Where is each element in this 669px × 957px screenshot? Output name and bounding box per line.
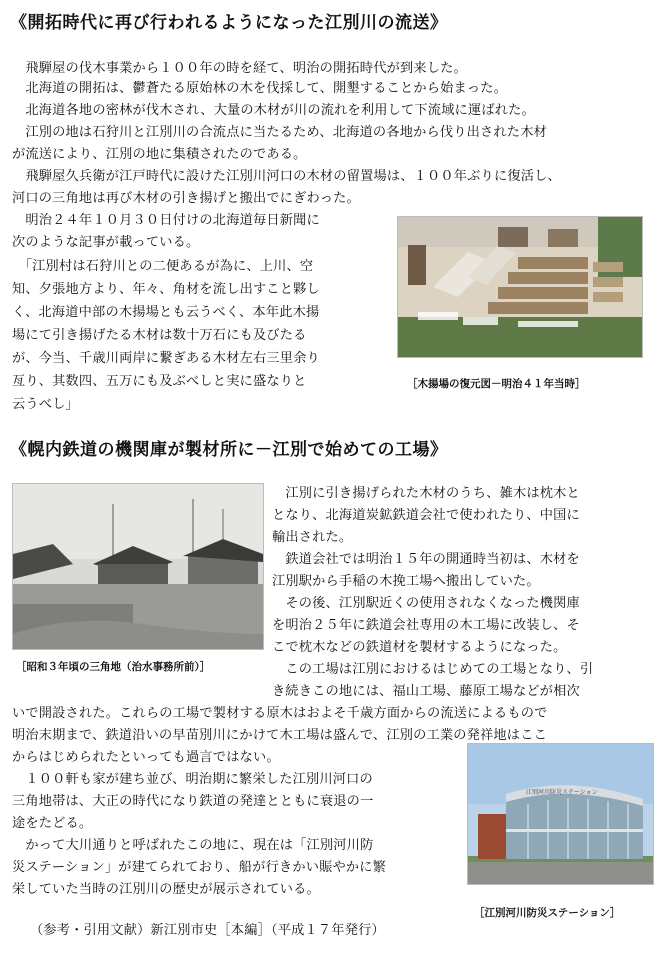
section2-line: 途をたどる。 xyxy=(12,816,93,831)
section1-line: 江別の地は石狩川と江別川の合流点に当たるため、北海道の各地から伐り出された木材 xyxy=(12,125,547,140)
section1-line: 知、夕張地方より、年々、角材を流し出すこと夥し xyxy=(12,282,320,297)
section1-line: 飛騨屋の伐木事業から１００年の時を経て、明治の開拓時代が到来した。 xyxy=(12,61,467,76)
section2-line: 江別駅から手稲の木挽工場へ搬出していた。 xyxy=(272,574,540,589)
station-photo-caption: ［江別河川防災ステーション］ xyxy=(474,907,621,919)
section1-line: 云うべし」 xyxy=(12,397,79,412)
section1-line: 飛騨屋久兵衛が江戸時代に設けた江別川河口の木材の留置場は、１００年ぶりに復活し、 xyxy=(12,169,561,184)
section1-line: 場にて引き揚げたる木材は数十万石にも及びたる xyxy=(12,328,307,343)
section2-line: からはじめられたといっても過言ではない。 xyxy=(12,750,280,765)
section2-line: 災ステーション」が建てられており、船が行きかい賑やかに繁 xyxy=(12,860,387,875)
section2-line: 三角地帯は、大正の時代になり鉄道の発達とともに衰退の一 xyxy=(12,794,374,809)
section2-line: 輸出された。 xyxy=(272,530,353,545)
section1-line: が、今当、千歳川両岸に繋ぎある木材左右三里余り xyxy=(12,351,320,366)
section1-line: 次のような記事が載っている。 xyxy=(12,235,200,250)
section2-line: この工場は江別におけるはじめての工場となり、引 xyxy=(272,662,594,677)
section2-line: となり、北海道炭鉱鉄道会社で使われたり、中国に xyxy=(272,508,580,523)
section1-line: 北海道の開拓は、鬱蒼たる原始林の木を伐採して、開墾することから始まった。 xyxy=(12,81,508,96)
reference-citation: （参考・引用文献）新江別市史［本編］（平成１７年発行） xyxy=(30,923,385,938)
lumber-yard-caption: ［木揚場の復元図－明治４１年当時］ xyxy=(407,378,586,390)
section2-line: かって大川通りと呼ばれたこの地に、現在は「江別河川防 xyxy=(12,838,374,853)
historic-photo-caption: ［昭和３年頃の三角地（治水事務所前）］ xyxy=(16,661,211,673)
section1-line: 河口の三角地は再び木材の引き揚げと搬出でにぎわった。 xyxy=(12,191,360,206)
section1-line: 明治２４年１０月３０日付けの北海道毎日新聞に xyxy=(12,213,320,228)
section2-line: １００軒も家が建ち並び、明治期に繁栄した江別川河口の xyxy=(12,772,373,787)
section1-line: く、北海道中部の木揚場とも云うべく、本年此木揚 xyxy=(12,305,320,320)
section1-title: 《開拓時代に再び行われるようになった江別川の流送》 xyxy=(10,13,448,33)
station-sign-text: 江別河川防災ステーション xyxy=(526,789,598,796)
section2-line: こで枕木などの鉄道材を製材するようになった。 xyxy=(272,640,567,655)
section2-line: 明治末期まで、鉄道沿いの早苗別川にかけて木工場は盛んで、江別の工業の発祥地はここ xyxy=(12,728,547,743)
section2-line: 鉄道会社では明治１５年の開通時当初は、木材を xyxy=(272,552,580,567)
section2-line: いで開設された。これらの工場で製材する原木はおよそ千歳方面からの流送によるもので xyxy=(12,706,548,721)
section2-line: を明治２５年に鉄道会社専用の木工場に改装し、そ xyxy=(272,618,580,633)
section1-line: 亙り、其数四、五万にも及ぶべしと実に盛なりと xyxy=(12,374,307,389)
river-station-photo xyxy=(467,743,654,885)
lumber-yard-diorama-image xyxy=(397,216,643,358)
section2-line: 栄していた当時の江別川の歴史が展示されている。 xyxy=(12,882,320,897)
section2-line: 江別に引き揚げられた木材のうち、雑木は枕木と xyxy=(272,486,580,501)
section1-line: が流送により、江別の地に集積されたのである。 xyxy=(12,147,307,162)
section2-title: 《幌内鉄道の機関庫が製材所に－江別で始めての工場》 xyxy=(10,440,448,460)
triangle-area-historic-photo xyxy=(12,483,264,650)
section2-line: その後、江別駅近くの使用されなくなった機関庫 xyxy=(272,596,580,611)
section1-line: 「江別村は石狩川との二便あるが為に、上川、空 xyxy=(12,259,314,274)
section1-line: 北海道各地の密林が伐木され、大量の木材が川の流れを利用して下流域に運ばれた。 xyxy=(12,103,535,118)
section2-line: き続きこの地には、福山工場、藤原工場などが相次 xyxy=(272,684,580,699)
